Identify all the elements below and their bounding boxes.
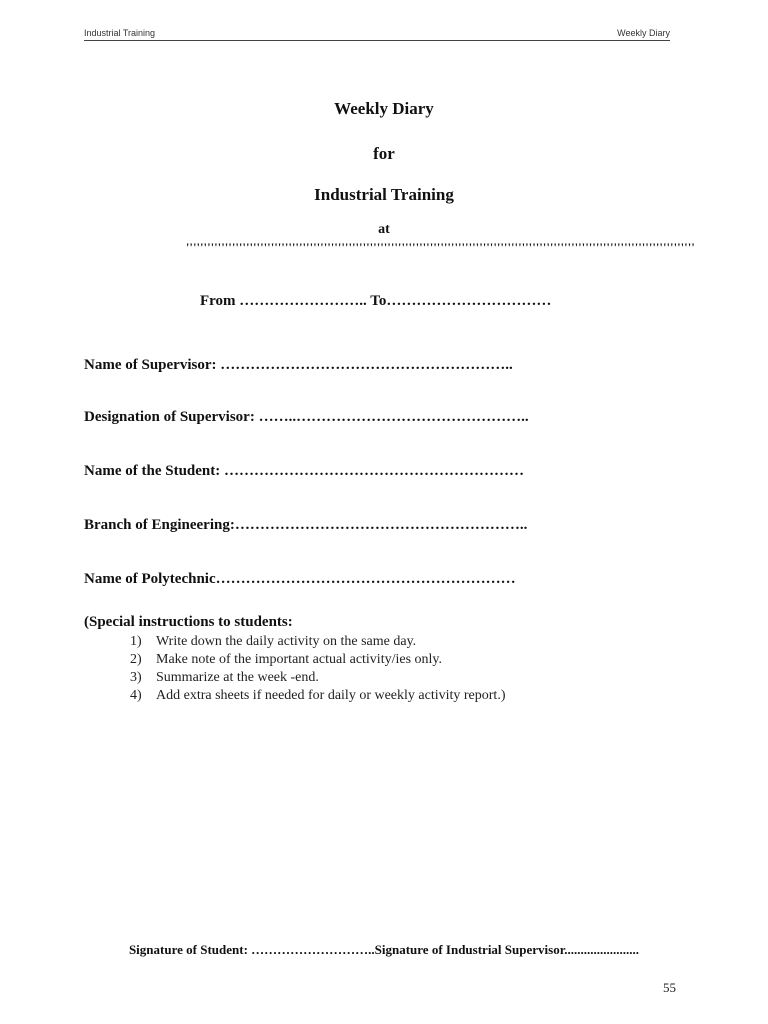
signature-line: Signature of Student: ………………………..Signature of Industrial Supervisor....................... xyxy=(128,942,640,957)
header-rule xyxy=(84,40,670,41)
title-at: at xyxy=(378,222,390,237)
instruction-text: Make note of the important actual activity/ies only. xyxy=(156,652,443,667)
title-weekly-diary: Weekly Diary xyxy=(334,99,434,118)
field-supervisor-designation: Designation of Supervisor: ……..……………………………………….. xyxy=(84,409,529,425)
organization-placeholder-line: '''''''''''''''''''''''''''''''''''''''''''''''''''''''''''''''''''''''''''''''''''''''''''''''''''''''''''''''''''''''''''''''''''''''''''''''' xyxy=(186,240,695,254)
instruction-text: Summarize at the week -end. xyxy=(156,670,319,685)
instructions-heading: (Special instructions to students: xyxy=(84,614,293,630)
title-for: for xyxy=(373,144,395,163)
instruction-number: 3) xyxy=(130,670,142,685)
instruction-text: Write down the daily activity on the same day. xyxy=(156,634,417,649)
instruction-item xyxy=(130,651,505,669)
instruction-number: 4) xyxy=(130,688,142,703)
page-number: 55 xyxy=(663,980,676,995)
title-industrial-training: Industrial Training xyxy=(314,185,454,204)
instruction-item xyxy=(130,633,505,651)
period-from-to: From …………………….. To…………………………… xyxy=(200,293,552,309)
instruction-number: 2) xyxy=(130,652,142,667)
field-polytechnic-name: Name of Polytechnic…………………………………………………… xyxy=(84,571,516,587)
running-header-right: Weekly Diary xyxy=(617,28,670,38)
field-student-name: Name of the Student: …………………………………………………… xyxy=(84,463,524,479)
field-supervisor-name: Name of Supervisor: ………………………………………………….. xyxy=(84,357,513,373)
instruction-item xyxy=(130,687,505,705)
instruction-text: Add extra sheets if needed for daily or weekly activity report.) xyxy=(156,688,506,703)
instructions-list xyxy=(130,633,505,705)
running-header-left: Industrial Training xyxy=(84,28,156,38)
field-branch-of-engineering: Branch of Engineering:………………………………………………….. xyxy=(84,517,528,533)
instruction-number: 1) xyxy=(130,634,142,649)
instruction-item xyxy=(130,669,505,687)
